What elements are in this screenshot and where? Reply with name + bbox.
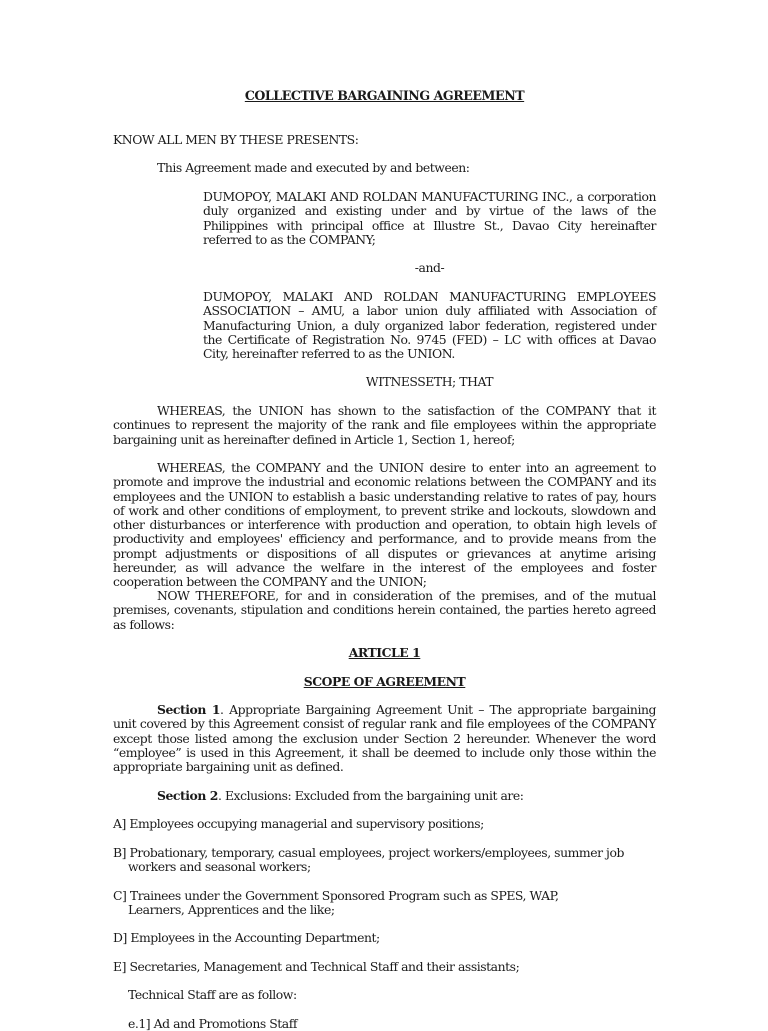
union-paragraph: DUMOPOY, MALAKI AND ROLDAN MANUFACTURING EMPLOYEES ASSOCIATION – AMU, a labor union duly affiliated with Association of Manufacturing Union, a duly organized labor federation, registered under the Certificate of Registration No. 9745 (FED) – LC with offices at Davao City, hereinafter referred to as the UNION. bbox=[203, 289, 656, 362]
article-heading: ARTICLE 1 bbox=[348, 645, 421, 660]
and-separator: -and- bbox=[414, 260, 445, 275]
technical-staff-line: Technical Staff are as follow: bbox=[128, 987, 297, 1002]
sub-item-e1: e.1] Ad and Promotions Staff bbox=[128, 1016, 298, 1031]
section-1-paragraph bbox=[113, 703, 656, 774]
section-2-text: . Exclusions: Excluded from the bargaining unit are: bbox=[217, 788, 524, 803]
now-therefore-paragraph: NOW THEREFORE, for and in consideration of the premises, and of the mutual premises, covenants, stipulation and conditions herein contained, the parties hereto agreed as follows: bbox=[113, 588, 656, 632]
section-2-label: Section 2 bbox=[157, 788, 218, 803]
exclusion-item-e: E] Secretaries, Management and Technical Staff and their assistants; bbox=[113, 959, 520, 974]
know-all-line: KNOW ALL MEN BY THESE PRESENTS: bbox=[113, 132, 359, 147]
section-1-text: . Appropriate Bargaining Agreement Unit – The appropriate bargaining unit covered by this Agreement consist of regular rank and file employees of the COMPANY except those listed among the exclusion under Section 2 hereunder. Whenever the word “employee” is used in this Agreement, it shall be deemed to include only those within the appropriate bargaining unit as defined. bbox=[113, 702, 656, 775]
article-title: SCOPE OF AGREEMENT bbox=[303, 674, 466, 689]
exclusion-item-c: C] Trainees under the Government Sponsored Program such as SPES, WAP, Learners, Apprentices and the like; bbox=[113, 888, 559, 918]
section-1-label: Section 1 bbox=[157, 702, 221, 717]
whereas-paragraph-1: WHEREAS, the UNION has shown to the satisfaction of the COMPANY that it continues to represent the majority of the rank and file employees within the appropriate bargaining unit as hereinafter defined in Article 1, Section 1, hereof; bbox=[113, 403, 656, 447]
whereas-paragraph-2: WHEREAS, the COMPANY and the UNION desire to enter into an agreement to promote and improve the industrial and economic relations between the COMPANY and its employees and the UNION to establish a basic understanding relative to rates of pay, hours of work and other conditions of employment, to prevent strike and lockouts, slowdown and other disturbances or interference with production and operation, to obtain high levels of productivity and employees' efficiency and performance, and to provide means from the prompt adjustments or dispositions of all disputes or grievances at anytime arising hereunder, as will advance the welfare in the interest of the employees and foster cooperation between the COMPANY and the UNION; bbox=[113, 460, 656, 590]
made-and-executed-line: This Agreement made and executed by and between: bbox=[157, 160, 470, 175]
exclusion-item-a: A] Employees occupying managerial and supervisory positions; bbox=[113, 816, 484, 831]
section-2-paragraph bbox=[157, 789, 656, 803]
witnesseth-heading: WITNESSETH; THAT bbox=[365, 374, 494, 389]
company-paragraph: DUMOPOY, MALAKI AND ROLDAN MANUFACTURING INC., a corporation duly organized and existing under and by virtue of the laws of the Philippines with principal office at Illustre St., Davao City hereinafter referred to as the COMPANY; bbox=[203, 189, 656, 247]
exclusion-item-b: B] Probationary, temporary, casual employees, project workers/employees, summer job workers and seasonal workers; bbox=[113, 845, 624, 875]
document-title: COLLECTIVE BARGAINING AGREEMENT bbox=[244, 88, 525, 103]
exclusion-item-d: D] Employees in the Accounting Department; bbox=[113, 930, 380, 945]
